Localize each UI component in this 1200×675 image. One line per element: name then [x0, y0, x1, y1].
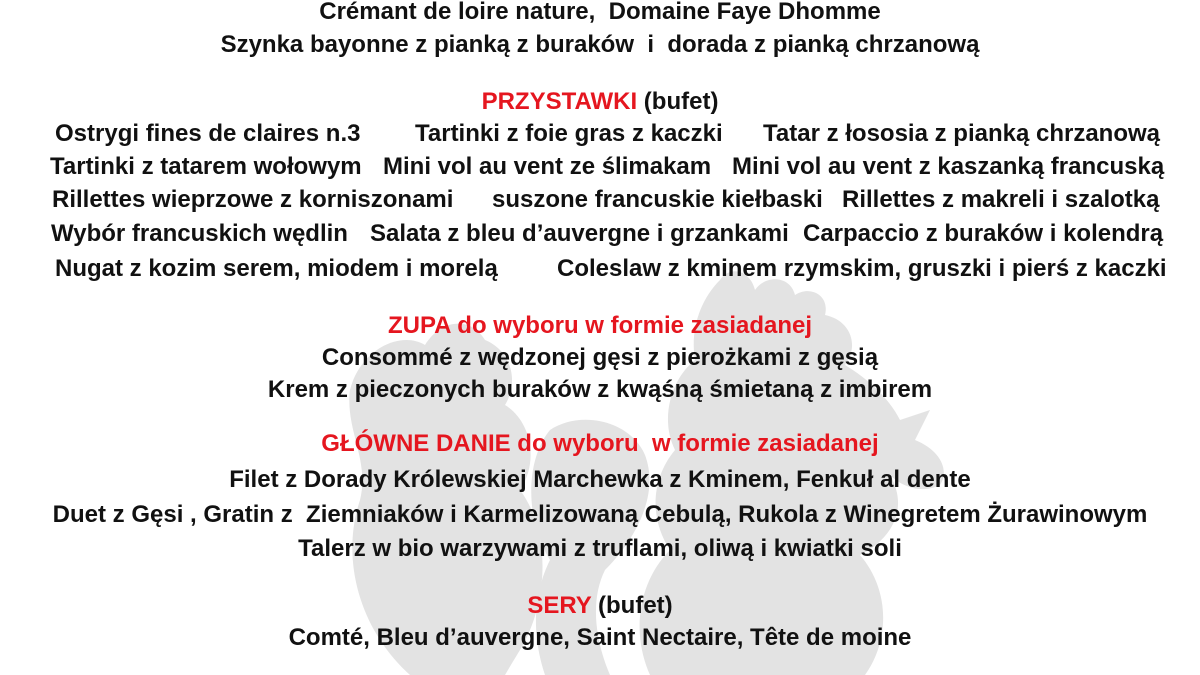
- starter-item: Rillettes z makreli i szalotką: [842, 186, 1160, 213]
- starters-row: [0, 151, 1200, 183]
- main-item: Filet z Dorady Królewskiej Marchewka z Kminem, Fenkuł al dente: [229, 466, 971, 493]
- starters-row: [0, 184, 1200, 216]
- starters-heading-line: [0, 86, 1200, 118]
- cheese-items: Comté, Bleu d’auvergne, Saint Nectaire, Tête de moine: [288, 624, 912, 651]
- starter-item: Ostrygi fines de claires n.3: [55, 120, 361, 147]
- soup-item: Consommé z wędzonej gęsi z pierożkami z gęsią: [321, 344, 879, 371]
- starter-item: Carpaccio z buraków i kolendrą: [803, 220, 1164, 247]
- starter-item: Tartinki z tatarem wołowym: [50, 153, 362, 180]
- starter-item: Tatar z łososia z pianką chrzanową: [763, 120, 1161, 147]
- starters-row: [0, 253, 1200, 285]
- starter-item: Salata z bleu d’auvergne i grzankami: [370, 220, 789, 247]
- starter-item: Coleslaw z kminem rzymskim, gruszki i pierś z kaczki: [557, 255, 1167, 282]
- soup-heading: ZUPA do wyboru w formie zasiadanej: [387, 312, 813, 339]
- starter-item: Mini vol au vent z kaszanką francuską: [732, 153, 1165, 180]
- starter-item: Wybór francuskich wędlin: [51, 220, 348, 247]
- cheese-heading: SERY: [527, 592, 592, 619]
- starters-note: (bufet): [643, 88, 719, 115]
- starter-item: Rillettes wieprzowe z korniszonami: [52, 186, 454, 213]
- aperitif-wine: Crémant de loire nature, Domaine Faye Dhomme: [319, 0, 881, 25]
- starter-item: Nugat z kozim serem, miodem i morelą: [55, 255, 498, 282]
- starter-item: Mini vol au vent ze ślimakam: [383, 153, 712, 180]
- starters-heading: PRZYSTAWKI: [481, 88, 638, 115]
- starter-item: suszone francuskie kiełbaski: [492, 186, 823, 213]
- main-item: Talerz w bio warzywami z truflami, oliwą i kwiatki soli: [298, 535, 902, 562]
- aperitif-dishes: Szynka bayonne z pianką z buraków i dorada z pianką chrzanową: [220, 31, 980, 58]
- main-item: Duet z Gęsi , Gratin z Ziemniaków i Karmelizowaną Cebulą, Rukola z Winegretem Żurawinowym: [52, 501, 1148, 528]
- main-heading: GŁÓWNE DANIE do wyboru w formie zasiadanej: [321, 430, 879, 457]
- starter-item: Tartinki z foie gras z kaczki: [415, 120, 723, 147]
- cheese-heading-line: [0, 590, 1200, 622]
- soup-item: Krem z pieczonych buraków z kwąśną śmietaną z imbirem: [267, 376, 933, 403]
- cheese-note: (bufet): [598, 592, 673, 619]
- starters-row: [0, 218, 1200, 250]
- starters-row: [0, 118, 1200, 150]
